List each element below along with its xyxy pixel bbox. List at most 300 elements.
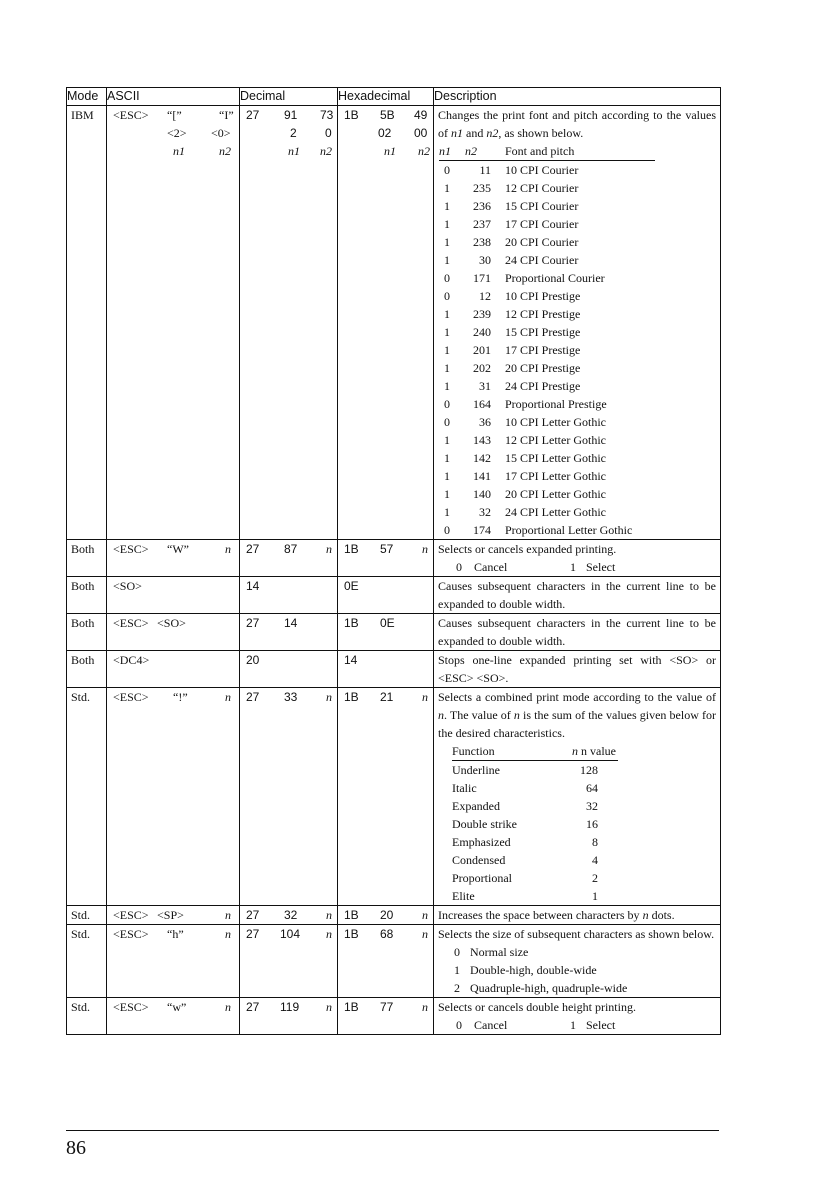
font-table-row	[439, 413, 655, 431]
font-pitch-label: 20 CPI Letter Gothic	[505, 487, 606, 501]
decimal-token: n	[326, 1000, 332, 1014]
font-table-header-font: Font and pitch	[505, 142, 655, 161]
font-n1-value: 1	[444, 469, 450, 483]
font-n1-value: 1	[444, 379, 450, 393]
ascii-token: <SP>	[157, 908, 184, 922]
desc-var: n2	[486, 126, 499, 140]
ascii-token: <0>	[211, 126, 231, 140]
hex-token: 00	[414, 126, 428, 140]
font-pitch-label: 17 CPI Letter Gothic	[505, 469, 606, 483]
desc-text: , as shown below.	[498, 126, 584, 140]
decimal-token: n	[326, 542, 332, 556]
font-table-row	[439, 233, 655, 251]
print-mode-table	[452, 742, 618, 905]
font-n1-value: 0	[444, 163, 450, 177]
hex-token: n	[422, 542, 428, 556]
desc-var: n	[438, 708, 444, 722]
mode-cell: Both	[67, 540, 107, 577]
desc-text: Increases the space between characters by	[438, 908, 643, 922]
decimal-token: 0	[325, 126, 332, 140]
mode-function-label: Proportional	[452, 871, 512, 885]
desc-text: Selects a combined print mode according to the value of	[438, 690, 716, 704]
font-n2-value: 202	[473, 361, 491, 375]
desc-var: n	[513, 708, 520, 722]
font-pitch-label: Proportional Prestige	[505, 397, 607, 411]
desc-text: is the sum of the values given below for the desired characteristics.	[438, 708, 716, 740]
hex-token: n	[422, 927, 428, 941]
hex-cell	[338, 925, 434, 998]
ascii-token: <ESC>	[113, 108, 149, 122]
font-n1-value: 1	[444, 181, 450, 195]
table-row	[67, 106, 721, 540]
hex-token: 0E	[344, 579, 359, 593]
option-line	[438, 943, 716, 961]
decimal-token: n1	[288, 144, 300, 158]
mode-function-label: Condensed	[452, 853, 506, 867]
mode-n-value: 8	[592, 835, 598, 849]
decimal-token: 87	[284, 542, 298, 556]
font-n2-value: 30	[479, 253, 491, 267]
ascii-token: “I”	[219, 108, 234, 122]
decimal-token: n2	[320, 144, 332, 158]
option-value: 1	[454, 963, 460, 977]
font-table-row	[439, 215, 655, 233]
table-row	[67, 540, 721, 577]
ascii-token: <ESC>	[113, 1000, 149, 1014]
font-table-row	[439, 197, 655, 215]
font-n2-value: 140	[473, 487, 491, 501]
mode-n-value: 128	[580, 763, 598, 777]
option-line	[438, 979, 716, 997]
table-row	[67, 688, 721, 906]
option-line	[438, 961, 716, 979]
font-n2-value: 237	[473, 217, 491, 231]
table-row	[67, 925, 721, 998]
font-pitch-label: 15 CPI Letter Gothic	[505, 451, 606, 465]
font-table-row	[439, 251, 655, 269]
option-value: 1	[570, 560, 576, 574]
hex-cell	[338, 540, 434, 577]
ascii-token: <ESC>	[113, 690, 149, 704]
font-table-header-n1: n1	[439, 142, 465, 161]
font-description	[438, 106, 716, 142]
font-table-row	[439, 323, 655, 341]
font-n1-value: 1	[444, 505, 450, 519]
font-pitch-label: 20 CPI Courier	[505, 235, 579, 249]
mode-table-row	[452, 779, 618, 797]
font-table-row	[439, 377, 655, 395]
hex-token: 1B	[344, 908, 359, 922]
header-decimal: Decimal	[240, 88, 338, 106]
mode-table-header-function: Function	[452, 742, 552, 761]
ascii-cell	[107, 540, 240, 577]
hex-token: 68	[380, 927, 394, 941]
description-cell	[434, 614, 721, 651]
mode-function-label: Underline	[452, 763, 500, 777]
font-n1-value: 1	[444, 307, 450, 321]
font-table-row	[439, 449, 655, 467]
decimal-cell	[240, 540, 338, 577]
mode-n-value: 1	[592, 889, 598, 903]
hex-cell	[338, 614, 434, 651]
decimal-token: 32	[284, 908, 298, 922]
header-mode: Mode	[67, 88, 107, 106]
font-n1-value: 0	[444, 415, 450, 429]
description-cell	[434, 651, 721, 688]
description-cell	[434, 688, 721, 906]
option-value: 2	[454, 981, 460, 995]
ascii-token: <2>	[167, 126, 187, 140]
decimal-token: 27	[246, 542, 260, 556]
font-n2-value: 36	[479, 415, 491, 429]
font-n2-value: 238	[473, 235, 491, 249]
ascii-cell	[107, 688, 240, 906]
ascii-cell	[107, 651, 240, 688]
option-label: Select	[586, 560, 616, 574]
font-pitch-label: 20 CPI Prestige	[505, 361, 581, 375]
mode-table-row	[452, 851, 618, 869]
decimal-token: 14	[246, 579, 260, 593]
font-n2-value: 164	[473, 397, 491, 411]
ascii-token: “[”	[167, 108, 182, 122]
decimal-token: n	[326, 908, 332, 922]
command-table	[66, 87, 721, 1035]
font-table-row	[439, 287, 655, 305]
decimal-cell	[240, 614, 338, 651]
ascii-token: <ESC>	[113, 542, 149, 556]
font-table-row	[439, 431, 655, 449]
desc-text: dots.	[648, 908, 675, 922]
mode-cell: Std.	[67, 906, 107, 925]
mode-table-header	[452, 742, 618, 761]
font-pitch-label: 10 CPI Courier	[505, 163, 579, 177]
font-table-row	[439, 485, 655, 503]
font-pitch-label: 15 CPI Courier	[505, 199, 579, 213]
font-table-row	[439, 305, 655, 323]
description-cell	[434, 998, 721, 1035]
option-value: 0	[456, 560, 462, 574]
hex-token: 77	[380, 1000, 394, 1014]
mode-n-value: 32	[586, 799, 598, 813]
font-pitch-label: 12 CPI Letter Gothic	[505, 433, 606, 447]
mode-table-row	[452, 761, 618, 780]
font-pitch-label: 10 CPI Letter Gothic	[505, 415, 606, 429]
font-table-row	[439, 269, 655, 287]
mode-cell: Both	[67, 651, 107, 688]
mode-cell: Both	[67, 577, 107, 614]
description-cell	[434, 540, 721, 577]
hex-cell	[338, 906, 434, 925]
header-description: Description	[434, 88, 721, 106]
font-table-header-n2: n2	[465, 142, 505, 161]
description-cell	[434, 577, 721, 614]
option-label: Cancel	[474, 1018, 508, 1032]
hex-token: 1B	[344, 690, 359, 704]
desc-var: n	[642, 908, 649, 922]
font-pitch-label: 24 CPI Letter Gothic	[505, 505, 606, 519]
mode-n-value: 4	[592, 853, 598, 867]
ascii-token: n1	[173, 144, 185, 158]
hex-token: n	[422, 690, 428, 704]
table-row	[67, 577, 721, 614]
ascii-token: “W”	[167, 542, 189, 556]
ascii-token: <SO>	[157, 616, 186, 630]
ascii-cell	[107, 906, 240, 925]
mode-table-row	[452, 815, 618, 833]
option-line	[438, 1016, 716, 1034]
font-n2-value: 12	[479, 289, 491, 303]
font-n2-value: 171	[473, 271, 491, 285]
decimal-token: 73	[320, 108, 334, 122]
desc-text: Changes the print font and pitch according to the values of	[438, 108, 716, 140]
font-n2-value: 240	[473, 325, 491, 339]
ascii-cell	[107, 925, 240, 998]
ascii-token: n	[225, 908, 231, 922]
font-n1-value: 1	[444, 199, 450, 213]
command-table-page	[66, 87, 720, 1035]
font-table-row	[439, 467, 655, 485]
font-n1-value: 1	[444, 253, 450, 267]
header-ascii: ASCII	[107, 88, 240, 106]
option-value: 0	[454, 945, 460, 959]
font-pitch-label: 15 CPI Prestige	[505, 325, 581, 339]
font-n1-value: 0	[444, 397, 450, 411]
ascii-token: n	[225, 542, 231, 556]
ascii-token: “w”	[167, 1000, 187, 1014]
font-pitch-label: 24 CPI Courier	[505, 253, 579, 267]
decimal-cell	[240, 688, 338, 906]
table-row	[67, 906, 721, 925]
hex-cell	[338, 688, 434, 906]
font-n1-value: 1	[444, 487, 450, 501]
mode-cell: Both	[67, 614, 107, 651]
mode-table-header-value-text: n value	[581, 744, 616, 758]
description-cell	[434, 906, 721, 925]
spacing-description	[438, 906, 716, 924]
header-hexadecimal: Hexadecimal	[338, 88, 434, 106]
table-row	[67, 998, 721, 1035]
font-n2-value: 11	[479, 163, 491, 177]
mode-table-row	[452, 887, 618, 905]
footer-rule	[66, 1130, 719, 1131]
decimal-token: n	[326, 927, 332, 941]
hex-token: 14	[344, 653, 358, 667]
decimal-token: 27	[246, 616, 260, 630]
ascii-token: n	[225, 1000, 231, 1014]
font-table-row	[439, 341, 655, 359]
font-n1-value: 1	[444, 433, 450, 447]
mode-table-row	[452, 869, 618, 887]
hex-token: 02	[378, 126, 392, 140]
font-table-row	[439, 521, 655, 539]
table-row	[67, 651, 721, 688]
decimal-token: 33	[284, 690, 298, 704]
dc4-description: Stops one-line expanded printing set with <SO> or <ESC> <SO>.	[438, 653, 716, 685]
mode-n-value: 2	[592, 871, 598, 885]
ascii-token: n	[225, 690, 231, 704]
ascii-cell	[107, 998, 240, 1035]
ascii-cell	[107, 577, 240, 614]
char-size-description: Selects the size of subsequent characters as shown below.	[438, 927, 715, 941]
option-value: 1	[570, 1018, 576, 1032]
font-n1-value: 1	[444, 361, 450, 375]
decimal-token: 27	[246, 927, 260, 941]
mode-n-value: 64	[586, 781, 598, 795]
font-table-row	[439, 161, 655, 180]
font-pitch-label: 17 CPI Courier	[505, 217, 579, 231]
option-label: Quadruple-high, quadruple-wide	[470, 981, 628, 995]
desc-var: n1	[451, 126, 463, 140]
desc-var: n	[572, 744, 578, 758]
ascii-token: <DC4>	[113, 653, 150, 667]
decimal-token: 2	[290, 126, 297, 140]
option-label: Double-high, double-wide	[470, 963, 597, 977]
font-n1-value: 0	[444, 271, 450, 285]
font-table-row	[439, 503, 655, 521]
mode-n-value: 16	[586, 817, 598, 831]
table-header-row	[67, 88, 721, 106]
decimal-cell	[240, 906, 338, 925]
table-row	[67, 614, 721, 651]
font-table-header	[439, 142, 655, 161]
ascii-token: n	[225, 927, 231, 941]
font-n2-value: 235	[473, 181, 491, 195]
font-table-row	[439, 395, 655, 413]
font-pitch-label: 12 CPI Prestige	[505, 307, 581, 321]
option-label: Select	[586, 1018, 616, 1032]
so-description: Causes subsequent characters in the current line to be expanded to double width.	[438, 579, 716, 611]
hex-token: n1	[384, 144, 396, 158]
mode-cell: Std.	[67, 925, 107, 998]
ascii-token: “!”	[173, 690, 188, 704]
hex-token: 5B	[380, 108, 395, 122]
mode-cell: Std.	[67, 688, 107, 906]
mode-function-label: Double strike	[452, 817, 517, 831]
font-n1-value: 1	[444, 235, 450, 249]
mode-function-label: Expanded	[452, 799, 500, 813]
font-n1-value: 1	[444, 217, 450, 231]
option-label: Normal size	[470, 945, 529, 959]
font-n2-value: 142	[473, 451, 491, 465]
font-pitch-label: Proportional Courier	[505, 271, 605, 285]
decimal-token: 27	[246, 908, 260, 922]
decimal-token: 27	[246, 690, 260, 704]
font-n2-value: 239	[473, 307, 491, 321]
desc-text: . The value of	[444, 708, 514, 722]
option-value: 0	[456, 1018, 462, 1032]
font-n1-value: 1	[444, 451, 450, 465]
decimal-cell	[240, 925, 338, 998]
print-mode-description	[438, 688, 716, 742]
decimal-cell	[240, 651, 338, 688]
hex-cell	[338, 106, 434, 540]
hex-token: n	[422, 1000, 428, 1014]
mode-table-row	[452, 833, 618, 851]
font-n2-value: 143	[473, 433, 491, 447]
decimal-cell	[240, 106, 338, 540]
ascii-token: <SO>	[113, 579, 142, 593]
font-n2-value: 31	[479, 379, 491, 393]
hex-token: 1B	[344, 108, 359, 122]
hex-token: 20	[380, 908, 394, 922]
hex-token: 1B	[344, 542, 359, 556]
font-pitch-label: 24 CPI Prestige	[505, 379, 581, 393]
font-n2-value: 174	[473, 523, 491, 537]
mode-function-label: Italic	[452, 781, 477, 795]
mode-cell: IBM	[67, 106, 107, 540]
hex-token: n2	[418, 144, 430, 158]
font-pitch-label: Proportional Letter Gothic	[505, 523, 633, 537]
hex-token: 1B	[344, 1000, 359, 1014]
font-n1-value: 1	[444, 325, 450, 339]
font-n1-value: 0	[444, 289, 450, 303]
decimal-token: 119	[280, 1000, 300, 1014]
decimal-token: n	[326, 690, 332, 704]
font-n2-value: 236	[473, 199, 491, 213]
hex-token: 1B	[344, 927, 359, 941]
decimal-token: 27	[246, 1000, 260, 1014]
mode-function-label: Emphasized	[452, 835, 511, 849]
font-n1-value: 1	[444, 343, 450, 357]
ascii-token: <ESC>	[113, 927, 149, 941]
hex-token: n	[422, 908, 428, 922]
font-pitch-table	[439, 142, 655, 539]
font-n2-value: 32	[479, 505, 491, 519]
hex-token: 49	[414, 108, 428, 122]
font-pitch-label: 10 CPI Prestige	[505, 289, 581, 303]
description-cell	[434, 925, 721, 998]
hex-token: 0E	[380, 616, 395, 630]
expanded-description: Selects or cancels expanded printing.	[438, 542, 617, 556]
hex-cell	[338, 577, 434, 614]
ascii-cell	[107, 614, 240, 651]
font-n2-value: 201	[473, 343, 491, 357]
font-pitch-label: 17 CPI Prestige	[505, 343, 581, 357]
decimal-token: 104	[280, 927, 301, 941]
font-pitch-label: 12 CPI Courier	[505, 181, 579, 195]
decimal-token: 27	[246, 108, 260, 122]
option-label: Cancel	[474, 560, 508, 574]
option-line	[438, 558, 716, 576]
desc-text: and	[463, 126, 487, 140]
font-table-row	[439, 179, 655, 197]
decimal-cell	[240, 577, 338, 614]
ascii-token: “h”	[167, 927, 184, 941]
hex-token: 1B	[344, 616, 359, 630]
page-number: 86	[66, 1137, 86, 1159]
hex-token: 57	[380, 542, 394, 556]
mode-cell: Std.	[67, 998, 107, 1035]
hex-cell	[338, 998, 434, 1035]
decimal-cell	[240, 998, 338, 1035]
description-cell	[434, 106, 721, 540]
hex-cell	[338, 651, 434, 688]
font-n2-value: 141	[473, 469, 491, 483]
decimal-token: 20	[246, 653, 260, 667]
ascii-token: <ESC>	[113, 908, 149, 922]
ascii-token: n2	[219, 144, 231, 158]
mode-table-header-value	[552, 742, 618, 761]
esc-so-description: Causes subsequent characters in the current line to be expanded to double width.	[438, 616, 716, 648]
ascii-token: <ESC>	[113, 616, 149, 630]
decimal-token: 14	[284, 616, 298, 630]
mode-table-row	[452, 797, 618, 815]
mode-function-label: Elite	[452, 889, 475, 903]
decimal-token: 91	[284, 108, 298, 122]
double-height-description: Selects or cancels double height printing.	[438, 1000, 636, 1014]
font-n1-value: 0	[444, 523, 450, 537]
ascii-cell	[107, 106, 240, 540]
